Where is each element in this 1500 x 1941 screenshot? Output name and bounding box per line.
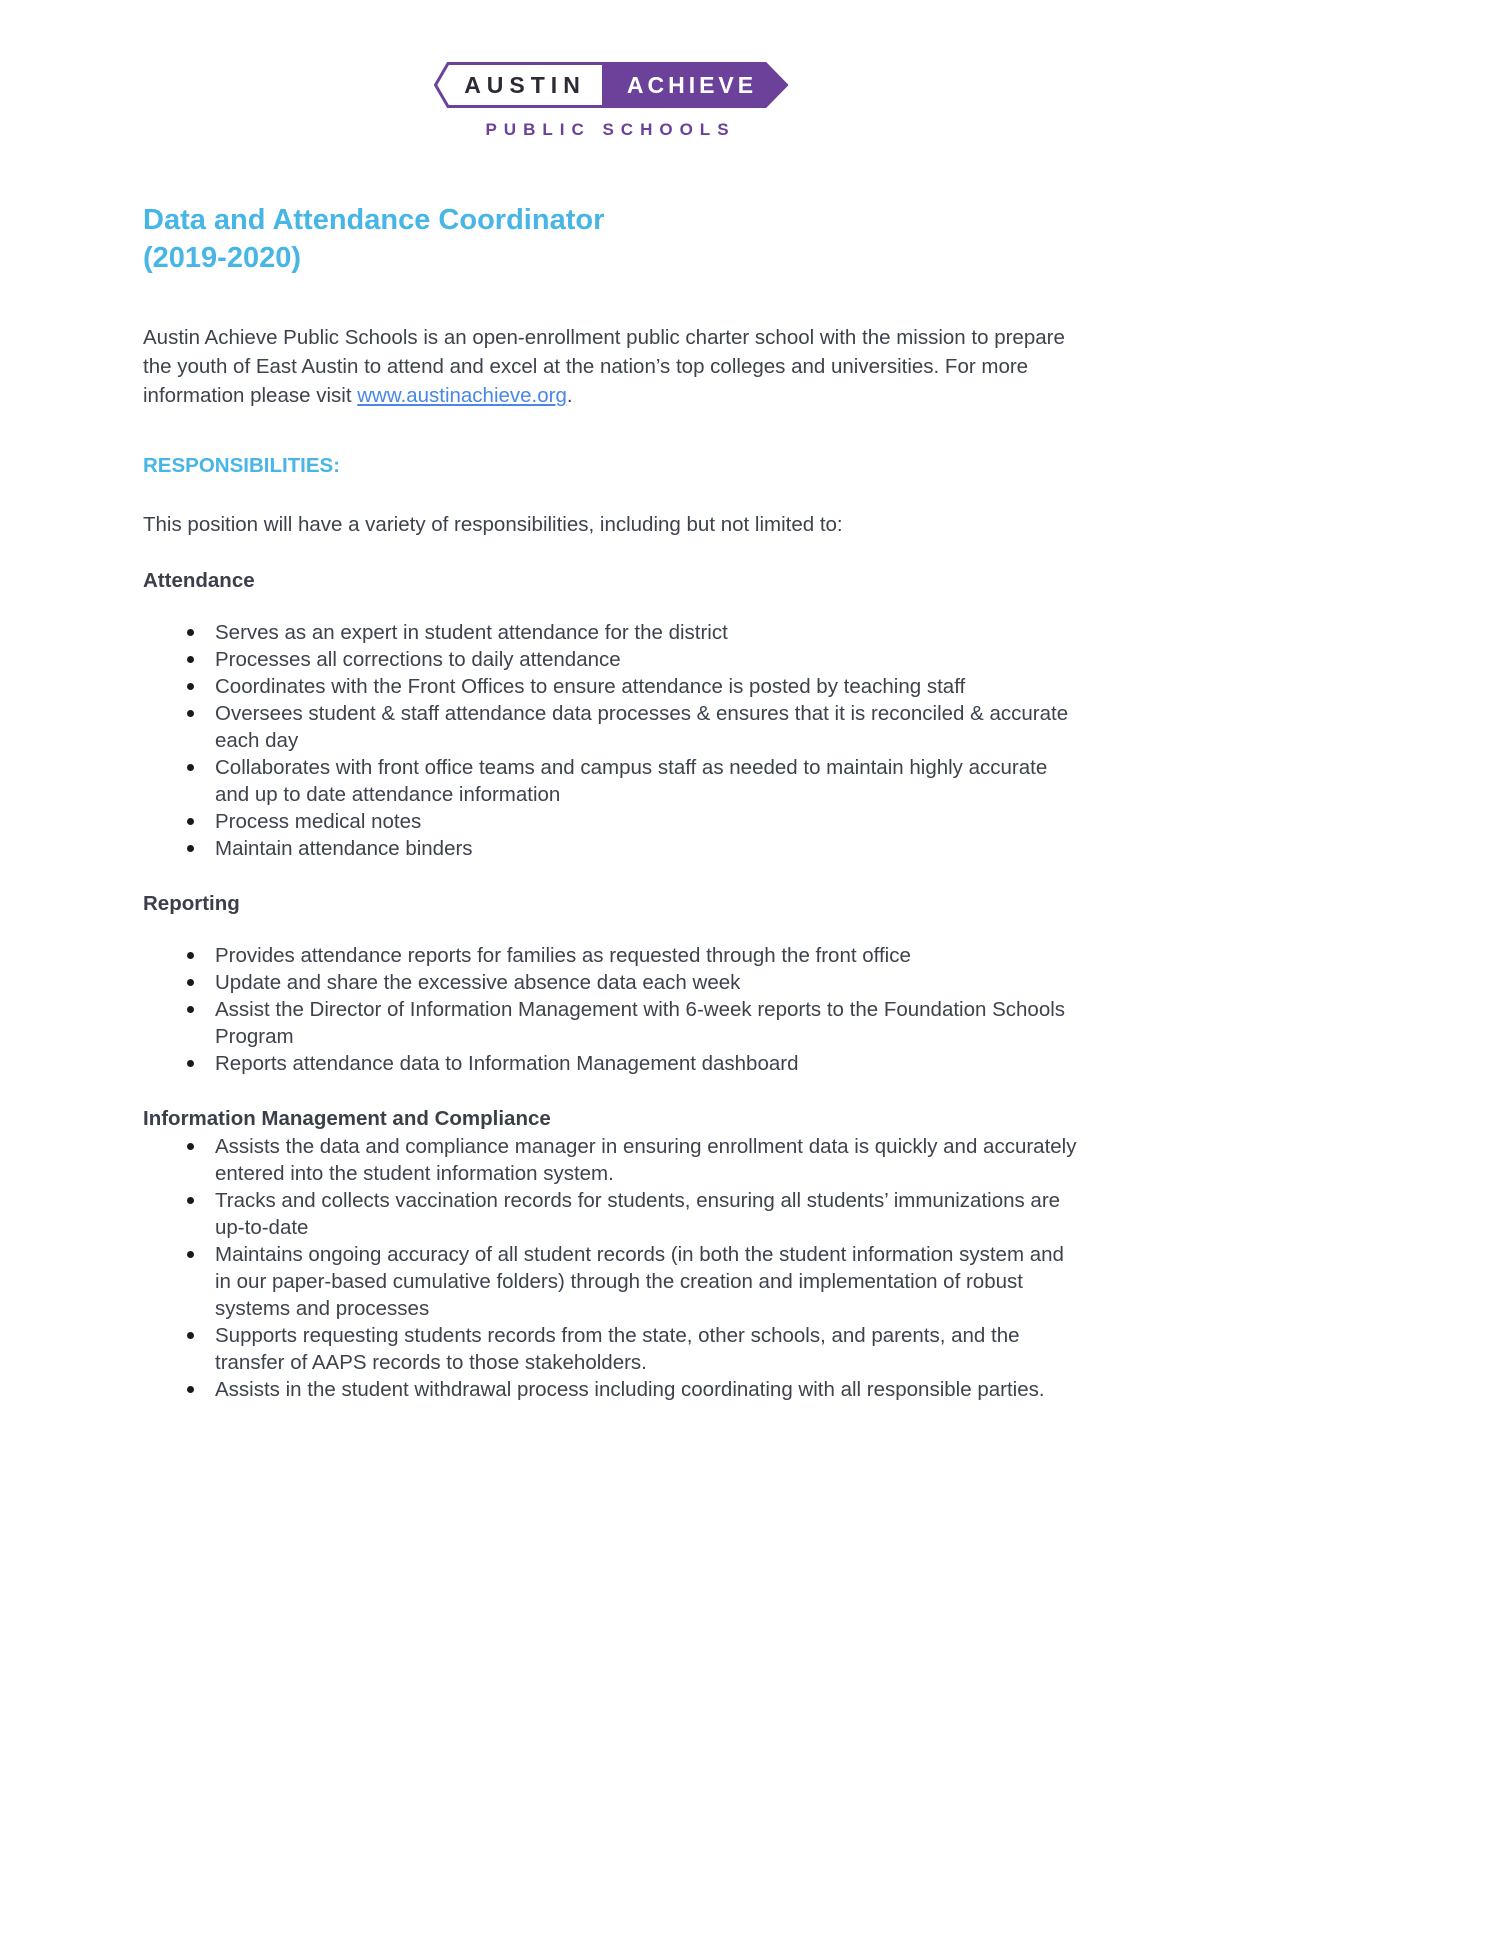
bullet-item: Processes all corrections to daily attendance: [143, 646, 1078, 673]
bullet-item: Serves as an expert in student attendance for the district: [143, 619, 1078, 646]
bullet-item: Oversees student & staff attendance data processes & ensures that it is reconciled & accurate each day: [143, 700, 1078, 754]
intro-text-end: .: [566, 384, 573, 408]
intro-text: Austin Achieve Public Schools is an open-enrollment public charter school with the mission to prepare the youth of East Austin to attend and excel at the nation’s top colleges and universities. For more information please visit: [143, 326, 1065, 408]
bullet-item: Tracks and collects vaccination records for students, ensuring all students’ immunizations are up-to-date: [143, 1187, 1078, 1241]
section-heading-information-management: Information Management and Compliance: [143, 1107, 551, 1131]
bullet-item: Assists the data and compliance manager in ensuring enrollment data is quickly and accurately entered into the student information system.: [143, 1133, 1078, 1187]
bullet-item: Provides attendance reports for families as requested through the front office: [143, 942, 1078, 969]
job-title-line1: Data and Attendance Coordinator: [143, 204, 605, 236]
bullet-item: Assist the Director of Information Management with 6-week reports to the Foundation Schools Program: [143, 996, 1078, 1050]
bullet-item: Maintain attendance binders: [143, 835, 1078, 862]
responsibilities-intro: This position will have a variety of responsibilities, including but not limited to:: [143, 513, 843, 537]
logo-banner-icon: [434, 62, 788, 108]
logo-subtitle: PUBLIC SCHOOLS: [485, 120, 736, 139]
logo: [143, 62, 1078, 140]
information-management-bullet-list: [143, 1133, 1078, 1403]
reporting-bullet-list: [143, 942, 1078, 1077]
intro-paragraph: [143, 323, 1078, 410]
bullet-item: Assists in the student withdrawal process including coordinating with all responsible parties.: [143, 1376, 1078, 1403]
attendance-bullet-list: [143, 619, 1078, 862]
section-attendance: [143, 569, 1078, 862]
bullet-item: Coordinates with the Front Offices to ensure attendance is posted by teaching staff: [143, 673, 1078, 700]
bullet-item: Process medical notes: [143, 808, 1078, 835]
job-title-line2: (2019-2020): [143, 241, 301, 274]
bullet-item: Maintains ongoing accuracy of all student records (in both the student information system and in our paper-based cumulative folders) through the creation and implementation of robust systems and processes: [143, 1241, 1078, 1322]
section-heading-attendance: Attendance: [143, 569, 255, 593]
logo-word-achieve: ACHIEVE: [626, 72, 757, 98]
section-heading-reporting: Reporting: [143, 892, 240, 916]
bullet-item: Update and share the excessive absence data each week: [143, 969, 1078, 996]
responsibilities-heading: RESPONSIBILITIES:: [143, 454, 341, 478]
page-title: [143, 202, 1078, 277]
document-content-area: [143, 62, 1078, 1403]
section-information-management: [143, 1107, 1078, 1403]
bullet-item: Reports attendance data to Information Management dashboard: [143, 1050, 1078, 1077]
section-reporting: [143, 892, 1078, 1077]
website-link[interactable]: www.austinachieve.org: [357, 384, 567, 408]
logo-word-austin: AUSTIN: [463, 72, 586, 98]
bullet-item: Collaborates with front office teams and campus staff as needed to maintain highly accurate and up to date attendance information: [143, 754, 1078, 808]
bullet-item: Supports requesting students records from the state, other schools, and parents, and the transfer of AAPS records to those stakeholders.: [143, 1322, 1078, 1376]
